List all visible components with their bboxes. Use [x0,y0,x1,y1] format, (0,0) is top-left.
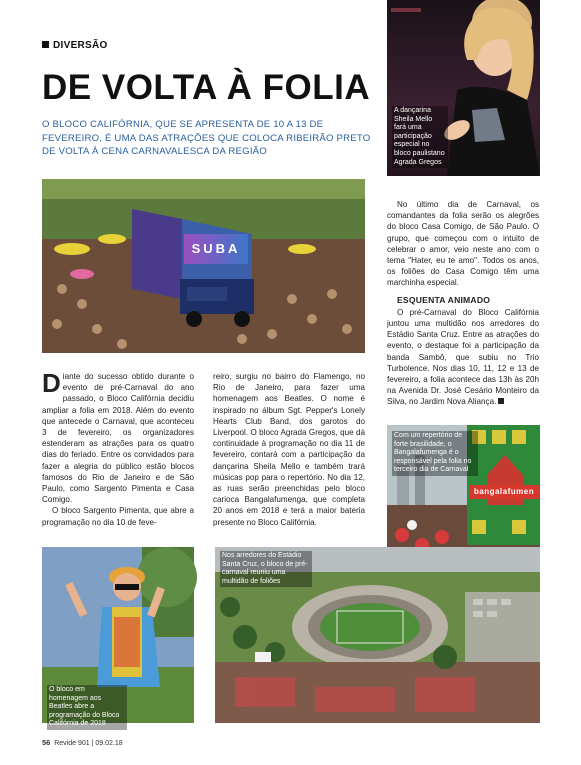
parade-photo-art [42,179,365,353]
body-paragraph [387,307,539,408]
page-number: 56 [42,738,51,747]
subtitle: O BLOCO CALIFÓRNIA, QUE SE APRESENTA DE 10 A 13 DE FEVEREIRO, É UMA DAS ATRAÇÕES QUE COLOCA RIBEIRÃO PRETO DE VOLTA À CENA CARNAVALESCA DA REGIÃO [42,119,371,158]
sheila-mello-photo [387,0,540,176]
section-text: DIVERSÃO [53,40,108,51]
dropcap: D [42,368,61,398]
section-square-icon [42,41,49,48]
banner-text: bangalafumen [473,487,535,496]
magazine-issue: Revide 901 | 09.02.18 [54,740,123,747]
body-text: O pré-Carnaval do Bloco Califórnia juntou uma multidão nos arredores do Estádio Santa Cruz. Entre as atrações do evento, o destaque foi a participação da banda Sambô, que subiu no Trio Turbolence. Nos dias 10, 11, 12 e 13 de fevereiro, a folia acontece das 13h às 20h na Avenida Dr. José Cesário Monteiro da Silva, no Jardim Nova Aliança. [387,307,539,407]
body-paragraph [42,368,194,505]
body-column-1 [42,368,194,528]
body-paragraph: No último dia de Carnaval, os comandantes da folia serão os alegrões do bloco Casa Comigo, de São Paulo. O grupo, que começou com o intuito de celebrar o amor, veio neste ano com o tema "Hater, eu te amo". Todos os anos, os foliões do Casa Comigo têm uma marchinha especial. [387,200,539,288]
stadium-aerial-photo [215,547,540,723]
sheila-caption: A dançarina Sheila Mello fará uma participação especial no bloco paulistano Agrada Gregos [392,106,448,168]
body-column-2 [213,371,365,528]
truck-sign: SUBA [184,234,248,264]
stadium-caption: Nos arredores do Estádio Santa Cruz, o bloco de pré-carnaval reuniu uma multidão de foliões [220,551,312,587]
section-label [42,40,108,51]
body-paragraph: reiro, surgiu no bairro do Flamengo, no Rio de Janeiro, para fazer uma homenagem aos Beatles. O nome é inspirado no álbum Sgt. Pepper's Lonely Hearts Club Band, dos garotos do Liverpool. O bloco Agrada Gregos, que dá continuidade à programação no dia 11 de fevereiro, contará com a participação da dançarina Sheila Mello e também trará músicas pop para o repertório. No dia 12, as ruas serão preenchidas pelo bloco carioca Bangalafumenga, que completa 20 anos em 2018 e terá a maior bateria presente no Bloco Califórnia. [213,372,365,527]
page-footer [42,738,123,747]
body-paragraph: O bloco Sargento Pimenta, que abre a programação no dia 10 de feve- [42,506,194,527]
beatles-caption: O bloco em homenagem aos Beatles abre a programação do Bloco Califórnia de 2018 [47,685,127,730]
beatles-bloco-photo [42,547,194,728]
body-column-3 [387,199,539,408]
end-mark-icon [498,398,504,404]
subheading: ESQUENTA ANIMADO [397,294,491,305]
headline: DE VOLTA À FOLIA [42,68,371,107]
parade-truck-photo [42,179,365,353]
bangalafumenga-caption: Com um repertório de forte brasilidade, o Bangalafumenga é o responsável pela folia no terceiro dia de Carnaval [392,431,478,476]
body-text: iante do sucesso obtido durante o evento de pré-Carnaval do ano passado, o Bloco Califórnia decidiu ampliar a folia em 2018. Além do evento que antecede o Carnaval, que aconteceu 3 de fevereiro, os organizadores estenderam as atrações para os quatro dias do feriado. Entre os convidados para fazer a alegria do público estão blocos famosos do Rio de Janeiro e de São Paulo, como Sargento Pimenta e Casa Comigo. [42,372,194,505]
